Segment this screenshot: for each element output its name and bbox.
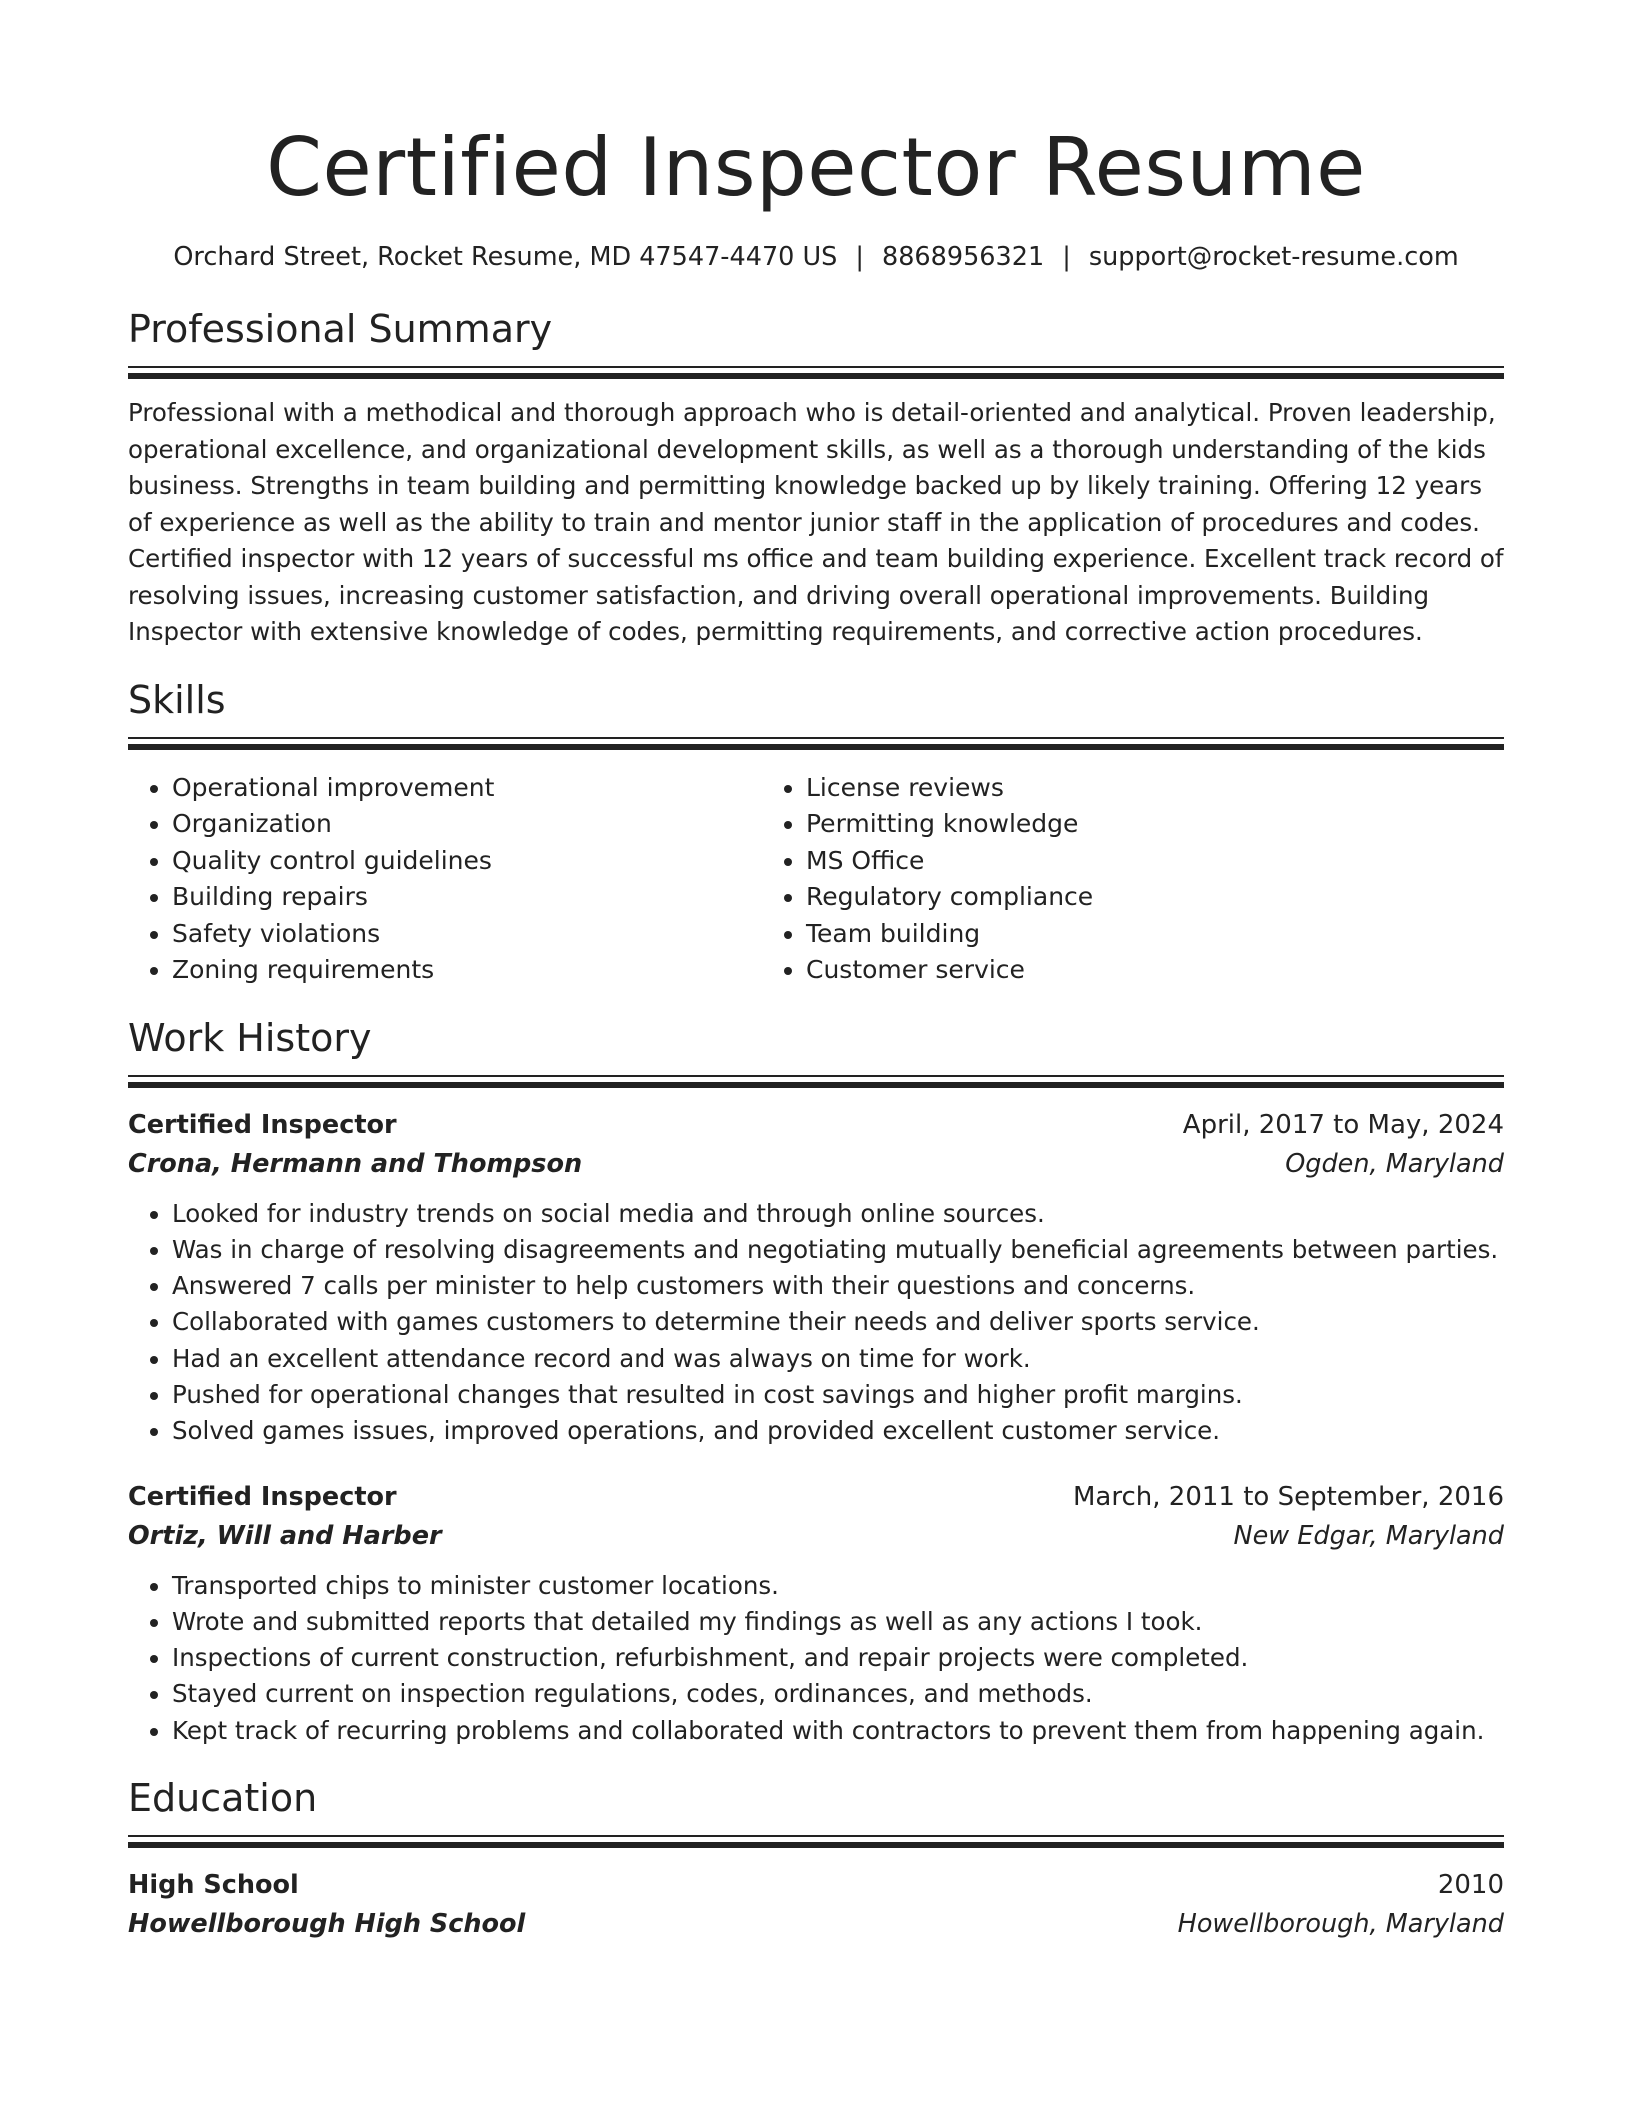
skill-item: • MS Office [806,843,1396,880]
skill-item: • License reviews [806,770,1396,807]
skills-heading: Skills [128,677,226,722]
job-bullet: • Transported chips to minister customer locations. [172,1568,1504,1604]
education-heading: Education [128,1776,318,1821]
skills-list-right [762,770,1396,989]
contact-separator: | [855,242,864,272]
skill-item: • Regulatory compliance [806,879,1396,916]
job-bullet: • Collaborated with games customers to determine their needs and deliver sports service. [172,1304,1504,1340]
contact-separator: | [1062,242,1071,272]
contact-phone: 8868956321 [881,242,1045,272]
education-school: Howellborough High School [128,1909,526,1940]
summary-section [128,306,1504,651]
job-bullet: • Had an excellent attendance record and was always on time for work. [172,1341,1504,1377]
skills-list-left [128,770,762,989]
job-bullets [128,1196,1504,1450]
job-title: Certified Inspector [128,1109,397,1140]
work-history-heading: Work History [128,1015,372,1060]
job-title: Certified Inspector [128,1481,397,1512]
work-history-section [128,1015,1504,1750]
job-company: Ortiz, Will and Harber [128,1520,442,1551]
job-entry [128,1478,1504,1749]
education-section [128,1775,1504,1944]
job-location: New Edgar, Maryland [1233,1520,1504,1551]
job-dates: March, 2011 to September, 2016 [1073,1481,1504,1512]
job-bullet: • Wrote and submitted reports that detailed my findings as well as any actions I took. [172,1604,1504,1640]
skill-item: • Team building [806,916,1396,953]
job-bullets [128,1568,1504,1749]
job-dates: April, 2017 to May, 2024 [1182,1109,1504,1140]
education-degree: High School [128,1870,299,1901]
summary-heading: Professional Summary [128,307,553,351]
summary-text: Professional with a methodical and thorough approach who is detail-oriented and analytical. Proven leadership, operational excellence, and organizational development skills, as well as a thorough understanding of the kids business. Strengths in team building and permitting knowledge backed up by likely training. Offering 12 years of experience as well as the ability to train and mentor junior staff in the application of procedures and codes. Certified inspector with 12 years of successful ms office and team building experience. Excellent track record of resolving issues, increasing customer satisfaction, and driving overall operational improvements. Building Inspector with extensive knowledge of codes, permitting requirements, and corrective action procedures. [128,398,1504,646]
job-bullet: • Looked for industry trends on social media and through online sources. [172,1196,1504,1232]
job-bullet: • Stayed current on inspection regulations, codes, ordinances, and methods. [172,1676,1504,1712]
skill-item: • Permitting knowledge [806,806,1396,843]
job-bullet: • Kept track of recurring problems and collaborated with contractors to prevent them from happening again. [172,1713,1504,1749]
skills-columns [128,770,1504,989]
contact-email: support@rocket-resume.com [1088,242,1459,272]
resume-title: Certified Inspector Resume [266,121,1366,214]
job-bullet: • Answered 7 calls per minister to help customers with their questions and concerns. [172,1268,1504,1304]
skill-item: • Organization [172,806,762,843]
section-divider [128,1835,1504,1848]
education-year: 2010 [1437,1870,1504,1901]
skill-item: • Building repairs [172,879,762,916]
skills-section [128,677,1504,989]
skill-item: • Safety violations [172,916,762,953]
job-bullet: • Was in charge of resolving disagreements and negotiating mutually beneficial agreements between parties. [172,1232,1504,1268]
section-divider [128,737,1504,750]
section-divider [128,1075,1504,1088]
section-divider [128,366,1504,379]
job-company: Crona, Hermann and Thompson [128,1148,583,1179]
contact-address: Orchard Street, Rocket Resume, MD 47547-4470 US [173,242,838,272]
job-bullet: • Solved games issues, improved operations, and provided excellent customer service. [172,1413,1504,1449]
job-entry [128,1106,1504,1450]
skill-item: • Quality control guidelines [172,843,762,880]
contact-line [128,240,1504,274]
skill-item: • Operational improvement [172,770,762,807]
job-bullet: • Pushed for operational changes that resulted in cost savings and higher profit margins. [172,1377,1504,1413]
skill-item: • Zoning requirements [172,952,762,989]
job-bullet: • Inspections of current construction, refurbishment, and repair projects were completed. [172,1640,1504,1676]
education-entry [128,1866,1504,1944]
education-location: Howellborough, Maryland [1177,1909,1504,1940]
job-location: Ogden, Maryland [1285,1148,1504,1179]
skill-item: • Customer service [806,952,1396,989]
